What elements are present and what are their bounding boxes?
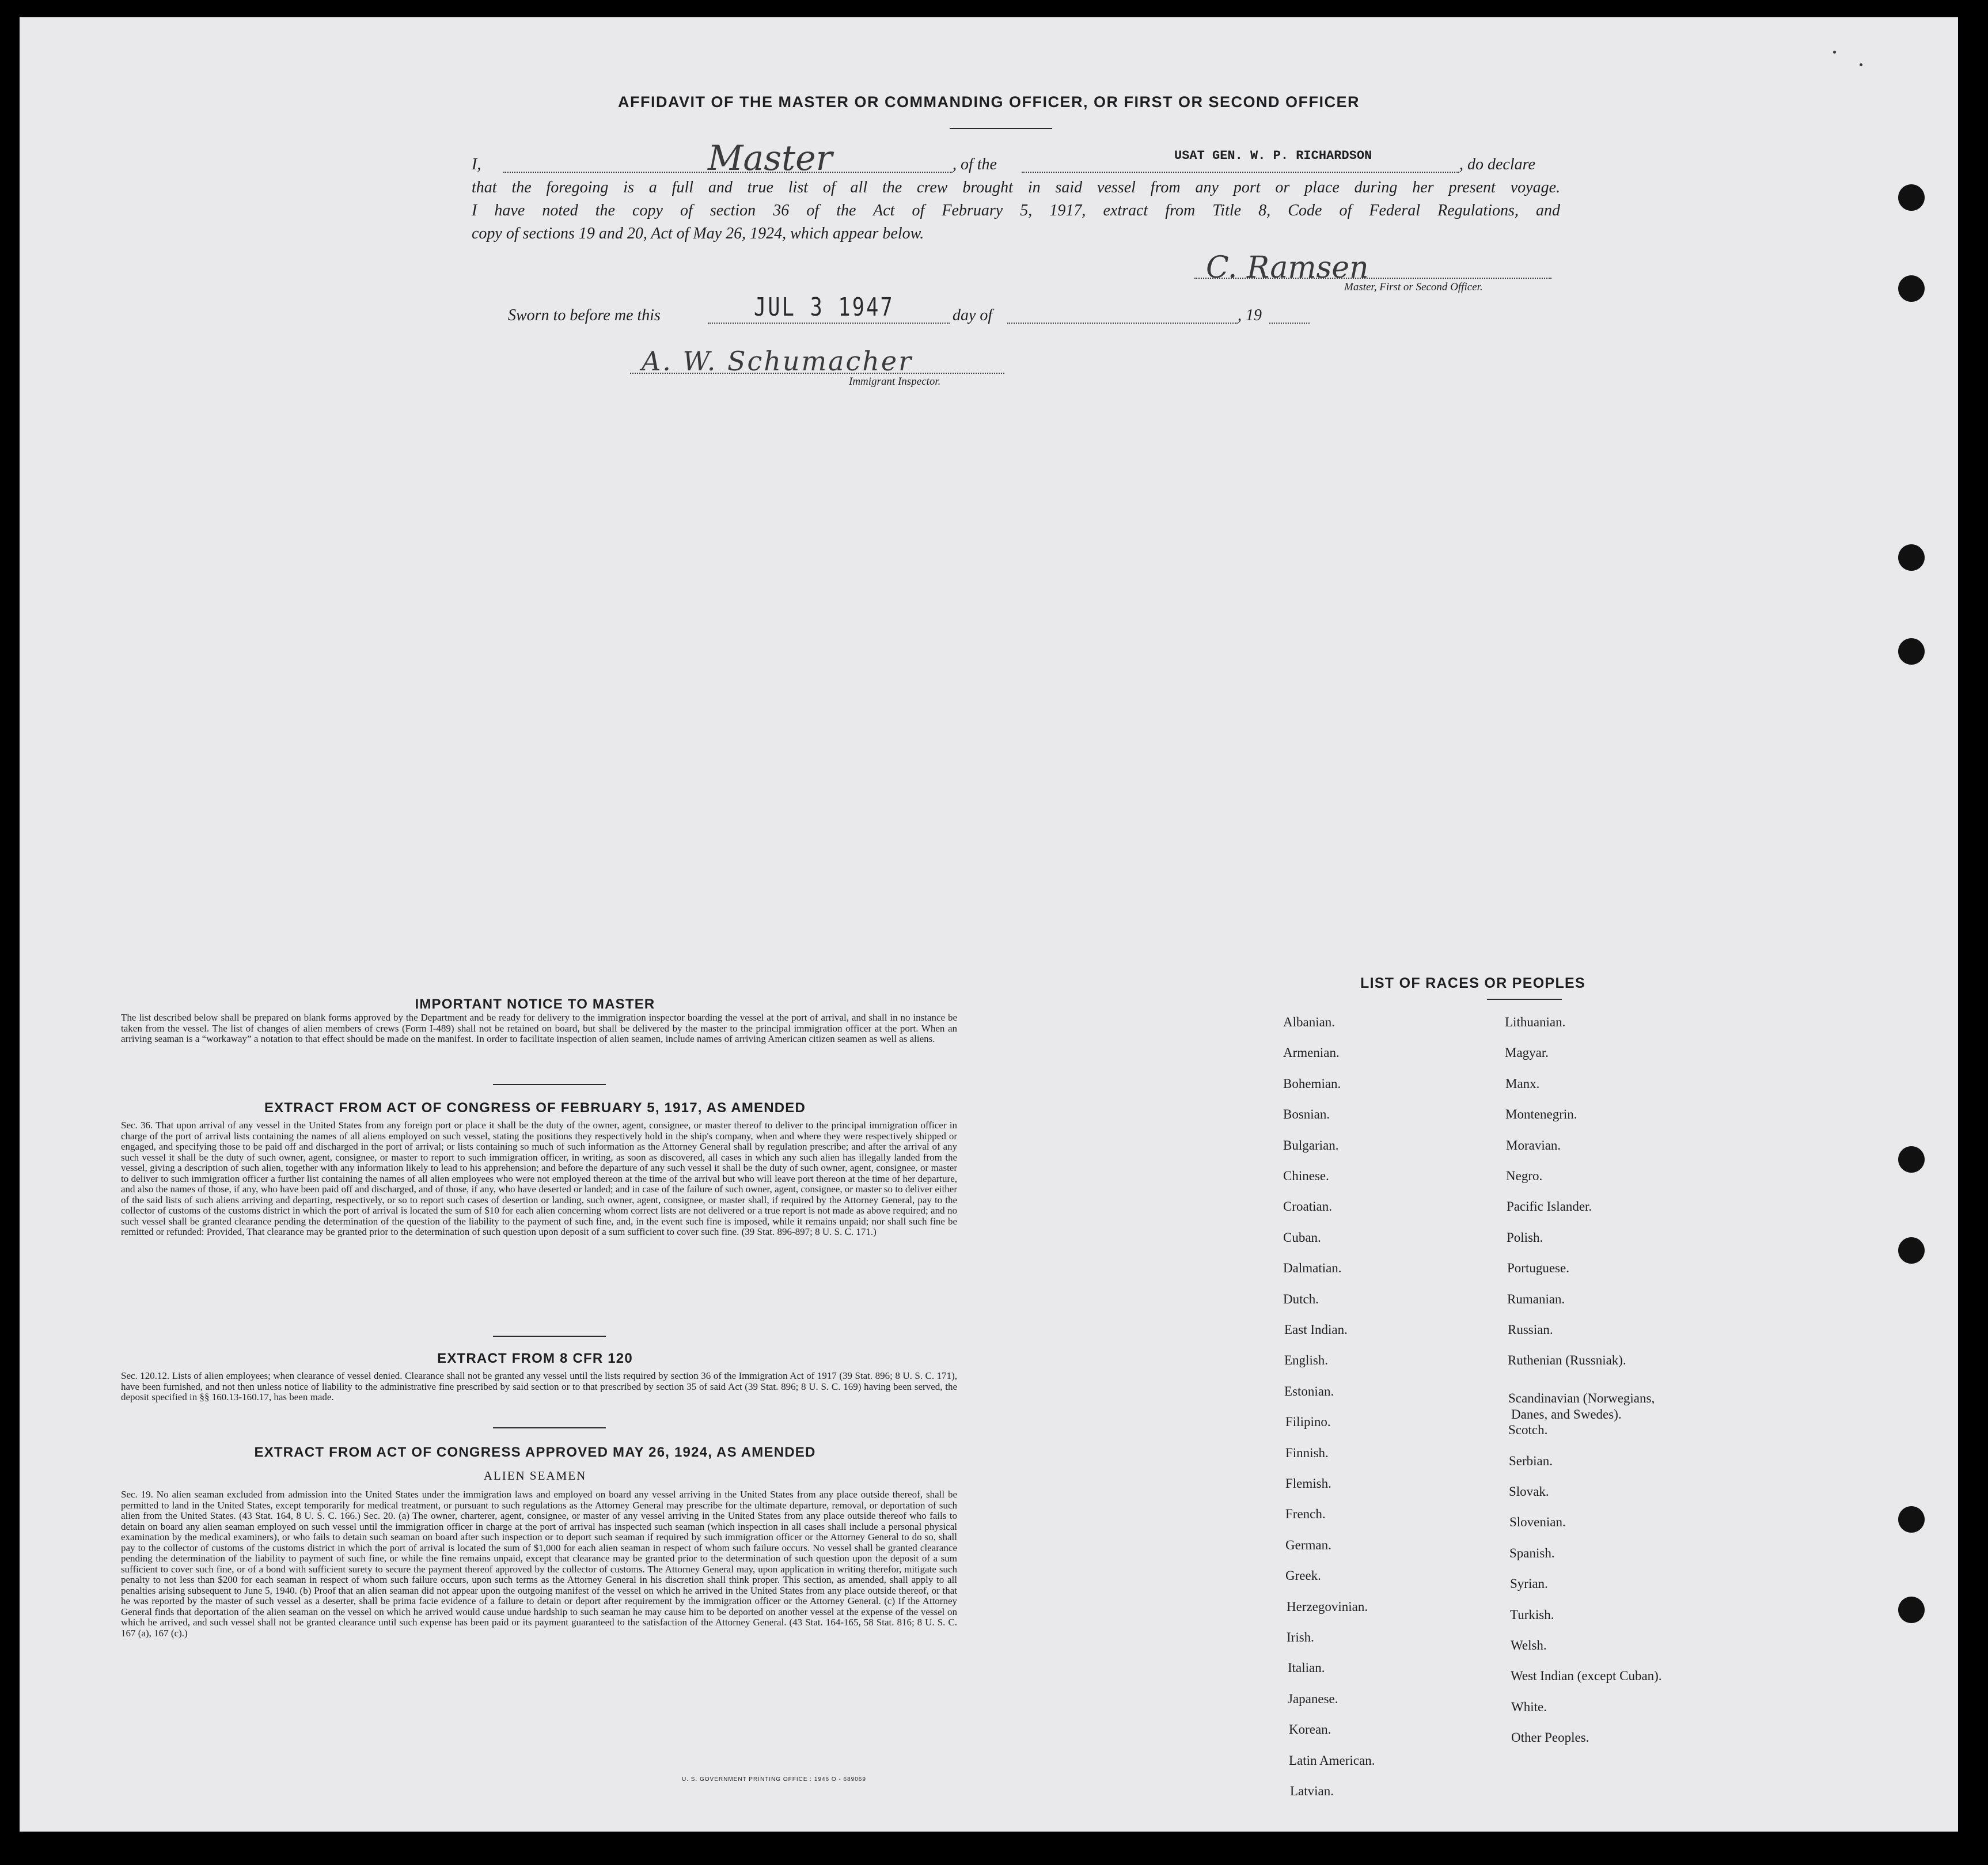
day-field-line — [1007, 323, 1238, 324]
race-item: German. — [1285, 1538, 1331, 1552]
race-item: Bohemian. — [1283, 1076, 1341, 1091]
race-item: Scandinavian (Norwegians, — [1508, 1391, 1655, 1405]
race-item: Japanese. — [1288, 1692, 1338, 1706]
race-item: Slovenian. — [1509, 1515, 1566, 1529]
affidavit-i-label: I, — [472, 156, 481, 173]
speck — [1860, 63, 1862, 66]
year-prefix: , 19 — [1238, 306, 1262, 324]
inspector-line — [630, 373, 1004, 374]
extract-cfr-text: Sec. 120.12. Lists of alien employees; when clearance of vessel denied. Clearance shall not be granted any vessel until the lists required by section 36 of the Immigration Act of 1917 (39 Stat. 896; 8 U. S. C. 171), have been furnished, and not then unless notice of liability to the administrative fine prescribed by said section or to that prescribed by section 35 of said Act (39 Stat. 896; 8 U. S. C. 169) having been served, the deposit specified in §§ 160.13-160.17, has been made. — [121, 1371, 957, 1402]
extract-1924-title: EXTRACT FROM ACT OF CONGRESS APPROVED MAY 26, 1924, AS AMENDED — [254, 1445, 816, 1460]
race-item: Magyar. — [1505, 1045, 1549, 1060]
race-item: Ruthenian (Russniak). — [1508, 1353, 1626, 1367]
extract-1924-text: Sec. 19. No alien seaman excluded from admission into the United States under the immigration laws and employed on board any vessel arriving in the United States from any place outside thereof, shall be permitted to land in the United States, except temporarily for medical treatment, or pursuant to such regulations as the Attorney General may prescribe for the ultimate departure, removal, or deportation of such alien from the United States. (43 Stat. 164, 8 U. S. C. 166.) Sec. 20. (a) The owner, charterer, agent, consignee, or master of any vessel arriving in the United States from any place outside thereof who fails to detain on board any alien seaman employed on such vessel until the immigration officer in charge at the port of arrival has inspected such seaman (which inspection in all cases shall include a personal physical examination by the medical examiners), or who fails to detain such seaman on board after such inspection or to deport such seaman if required by such immigration officer or the Attorney General to do so, shall pay to the collector of customs of the customs district in which the port of arrival is located the sum of $1,000 for each alien seaman in respect of whom such failure occurs. No vessel shall be granted clearance pending the determination of the liability to payment of such fine, or while the fine remains unpaid, except that clearance may be granted prior to the determination of such question upon the deposit of a sum sufficient to cover such fine, or of a bond with sufficient surety to secure the payment thereof approved by the collector of customs. The Attorney General may, upon application in writing therefor, mitigate such penalty to not less than $200 for each seaman in respect of whom such failure occurs, upon such terms as the Attorney General in his discretion shall think proper. This section, as amended, shall apply to all penalties arising subsequent to June 5, 1940. (b) Proof that an alien seaman did not appear upon the outgoing manifest of the vessel on which he arrived in the United States from any place outside thereof, or that he was reported by the master of such vessel as a deserter, shall be prima facie evidence of a failure to detain or deport after requirement by the immigration officer or the Attorney General. (c) If the Attorney General finds that deportation of the alien seaman on the vessel on which he arrived would cause undue hardship to such seaman he may cause him to be deported on another vessel at the expense of the vessel on which he arrived, and such vessel shall not be granted clearance until such expense has been paid or its payment guaranteed to the satisfaction of the Attorney General. (43 Stat. 164-165, 58 Stat. 816; 8 U. S. C. 167 (a), 167 (c).) — [121, 1489, 957, 1639]
master-signature: C. Ramsen — [1206, 251, 1369, 285]
divider-1 — [493, 1084, 606, 1085]
inspector-caption: Immigrant Inspector. — [849, 376, 941, 388]
race-item: Lithuanian. — [1505, 1015, 1566, 1029]
extract-1917-text: Sec. 36. That upon arrival of any vessel in the United States from any foreign port or place it shall be the duty of the owner, agent, consignee, or master thereof to deliver to the principal immigration officer in charge of the port of arrival lists containing the names of all aliens employed on such vessel, stating the positions they respectively hold in the ship's company, when and where they were respectively shipped or engaged, and specifying those to be paid off and discharged in the port of arrival; or lists containing so much of such information as the Attorney General shall by regulation prescribe; and after the arrival of any such vessel it shall be the duty of such owner, agent, consignee, or master to report to such immigration officer, in writing, as soon as discovered, all cases in which any such alien has illegally landed from the vessel, giving a description of such alien, together with any information likely to lead to his apprehension; and before the departure of any such vessel it shall be the duty of such owner, agent, consignee, or master to deliver to such immigration officer a further list containing the names of all alien employees who were not employed thereon at the time of the arrival but who will leave port thereon at the time of her departure, and also the names of those, if any, who have been paid off and discharged, and of those, if any, who have deserted or landed; and in case of the failure of such owner, agent, consignee, or master so to deliver either of the said lists of such aliens arriving and departing, respectively, or so to report such cases of desertion or landing, such owner, agent, consignee, or master shall, if required by the Attorney General, pay to the collector of customs of the customs district in which the port of arrival is located the sum of $10 for each alien concerning whom correct lists are not delivered or a true report is not made as above required; and no such vessel shall be granted clearance pending the determination of the question of the liability to the payment of such fine, and, in the event such fine is imposed, while it remains unpaid; nor shall such fine be remitted or refunded: Provided, That clearance may be granted prior to the determination of such question upon deposit of a sum sufficient to cover such fine. (39 Stat. 896-897; 8 U. S. C. 171.) — [121, 1120, 957, 1237]
race-item: Croatian. — [1283, 1199, 1332, 1214]
race-item: Herzegovinian. — [1287, 1599, 1368, 1614]
race-item: Pacific Islander. — [1507, 1199, 1592, 1214]
binder-hole-7 — [1898, 1506, 1925, 1533]
race-item: Moravian. — [1506, 1138, 1561, 1153]
race-item: English. — [1284, 1353, 1329, 1367]
race-item: Latin American. — [1289, 1753, 1375, 1768]
notice-text: The list described below shall be prepared on blank forms approved by the Department and be ready for delivery to the immigration inspector boarding the vessel at the port of arrival, and shall in no instance be taken from the vessel. The list of changes of alien members of crews (Form I-489) shall not be retained on board, but shall be delivered by the master to the principal immigration officer at the port. When an arriving seaman is a “workaway” a notation to that effect should be made on the manifest. In order to facilitate inspection of alien seamen, include names of arriving American citizen seamen as well as aliens. — [121, 1013, 957, 1044]
race-item: Russian. — [1508, 1322, 1553, 1337]
divider-2 — [493, 1336, 606, 1337]
race-item: Slovak. — [1509, 1484, 1549, 1499]
race-item: Estonian. — [1284, 1384, 1334, 1398]
race-item: Welsh. — [1511, 1638, 1547, 1652]
affidavit-title: AFFIDAVIT OF THE MASTER OR COMMANDING OFFICER, OR FIRST OR SECOND OFFICER — [618, 93, 1360, 111]
binder-hole-3 — [1898, 544, 1925, 571]
binder-hole-1 — [1898, 184, 1925, 211]
master-handwriting: Master — [708, 138, 833, 179]
race-item: Finnish. — [1285, 1446, 1329, 1460]
binder-hole-4 — [1898, 638, 1925, 665]
vessel-field-line — [1022, 172, 1459, 173]
speck — [1833, 51, 1836, 54]
of-the-label: , of the — [953, 156, 997, 173]
vessel-name: USAT GEN. W. P. RICHARDSON — [1174, 149, 1372, 163]
race-item: Negro. — [1506, 1169, 1543, 1183]
binder-hole-5 — [1898, 1146, 1925, 1173]
race-item: Polish. — [1507, 1230, 1543, 1245]
race-item: Manx. — [1505, 1076, 1540, 1091]
race-item: East Indian. — [1284, 1322, 1348, 1337]
day-of-label: day of — [953, 306, 993, 324]
race-item: Italian. — [1288, 1661, 1325, 1675]
race-item: Latvian. — [1290, 1784, 1334, 1798]
races-list-title: LIST OF RACES OR PEOPLES — [1360, 975, 1585, 991]
race-item: Armenian. — [1283, 1045, 1340, 1060]
do-declare-label: , do declare — [1459, 156, 1535, 173]
year-field-line — [1269, 323, 1310, 324]
signature-caption: Master, First or Second Officer. — [1344, 281, 1483, 293]
sworn-label: Sworn to before me this — [508, 306, 661, 324]
race-item: Scotch. — [1508, 1423, 1548, 1437]
notice-title: IMPORTANT NOTICE TO MASTER — [415, 996, 655, 1012]
date-stamp: JUL 3 1947 — [754, 293, 894, 322]
race-item: Cuban. — [1283, 1230, 1321, 1245]
extract-1917-title: EXTRACT FROM ACT OF CONGRESS OF FEBRUARY 5, 1917, AS AMENDED — [264, 1100, 806, 1116]
race-item: Irish. — [1287, 1630, 1314, 1644]
title-rule — [950, 128, 1052, 129]
race-item: Spanish. — [1509, 1546, 1555, 1560]
extract-cfr-title: EXTRACT FROM 8 CFR 120 — [437, 1351, 633, 1366]
race-item: Bulgarian. — [1283, 1138, 1339, 1153]
binder-hole-2 — [1898, 275, 1925, 302]
race-item: Chinese. — [1283, 1169, 1329, 1183]
race-item: Bosnian. — [1283, 1107, 1330, 1121]
alien-seamen-subtitle: ALIEN SEAMEN — [483, 1469, 587, 1483]
inspector-signature: A. W. Schumacher — [642, 346, 913, 377]
race-item: Danes, and Swedes). — [1511, 1407, 1622, 1422]
divider-3 — [493, 1427, 606, 1428]
affidavit-line-4: copy of sections 19 and 20, Act of May 26, 1924, which appear below. — [472, 225, 924, 242]
race-item: French. — [1285, 1507, 1326, 1521]
race-item: Albanian. — [1283, 1015, 1336, 1029]
binder-hole-8 — [1898, 1597, 1925, 1623]
races-title-rule — [1487, 999, 1562, 1000]
binder-hole-6 — [1898, 1237, 1925, 1264]
document-page — [20, 17, 1958, 1832]
printing-office-footer: U. S. GOVERNMENT PRINTING OFFICE : 1946 O - 689069 — [682, 1776, 866, 1783]
race-item: Dutch. — [1283, 1292, 1319, 1306]
race-item: Other Peoples. — [1511, 1730, 1589, 1745]
affidavit-line-2: that the foregoing is a full and true list of all the crew brought in said vessel from any port or place during her present voyage. — [472, 179, 1560, 196]
race-item: Serbian. — [1509, 1454, 1553, 1468]
race-item: Montenegrin. — [1505, 1107, 1577, 1121]
race-item: Turkish. — [1510, 1608, 1554, 1622]
race-item: Portuguese. — [1507, 1261, 1569, 1275]
race-item: Flemish. — [1285, 1476, 1331, 1491]
affidavit-line-3: I have noted the copy of section 36 of the Act of February 5, 1917, extract from Title 8, Code of Federal Regulations, and — [472, 202, 1560, 219]
race-item: Rumanian. — [1507, 1292, 1565, 1306]
race-item: White. — [1511, 1700, 1547, 1714]
race-item: Korean. — [1289, 1722, 1331, 1737]
race-item: Dalmatian. — [1283, 1261, 1342, 1275]
race-item: Greek. — [1285, 1568, 1321, 1583]
race-item: Syrian. — [1510, 1576, 1548, 1591]
race-item: Filipino. — [1285, 1415, 1331, 1429]
race-item: West Indian (except Cuban). — [1511, 1669, 1662, 1683]
signature-line — [1194, 278, 1551, 279]
sworn-field-line — [708, 323, 950, 324]
